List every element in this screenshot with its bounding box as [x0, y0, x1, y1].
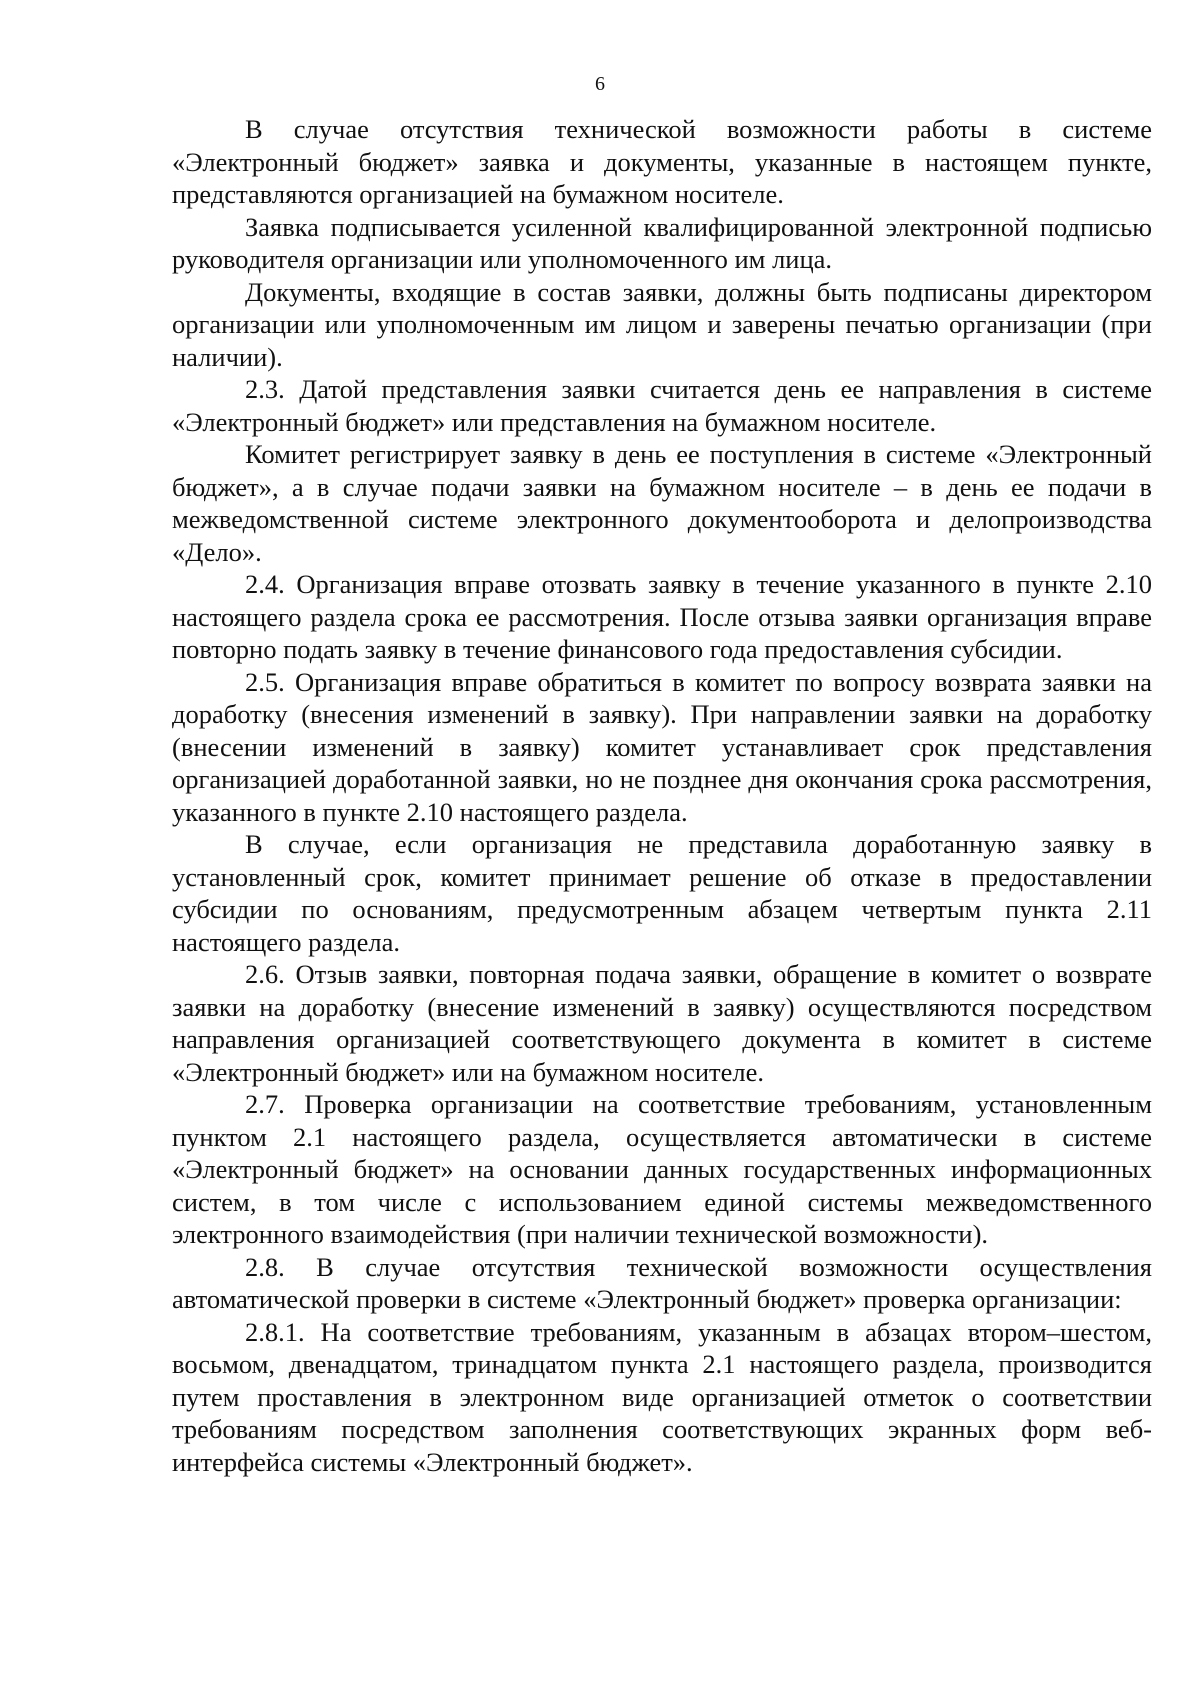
paragraph: 2.3. Датой представления заявки считается день ее направления в системе «Электронный бюджет» или представления на бумажном носителе.	[172, 374, 1152, 437]
paragraph: 2.5. Организация вправе обратиться в комитет по вопросу возврата заявки на доработку (внесения изменений в заявку). При направлении заявки на доработку (внесении изменений в заявку) комитет устанавливает срок представления организацией доработанной заявки, но не позднее дня окончания срока рассмотрения, указанного в пункте 2.10 настоящего раздела.	[172, 666, 1152, 827]
paragraph: 2.7. Проверка организации на соответствие требованиям, установленным пунктом 2.1 настоящего раздела, осуществляется автоматически в системе «Электронный бюджет» на основании данных государственных информационных систем, в том числе с использованием единой системы межведомственного электронного взаимодействия (при наличии технической возможности).	[172, 1089, 1152, 1249]
paragraph: 2.8. В случае отсутствия технической возможности осуществления автоматической проверки в системе «Электронный бюджет» проверка организации:	[172, 1251, 1152, 1314]
paragraph: 2.8.1. На соответствие требованиям, указанным в абзацах втором–шестом, восьмом, двенадцатом, тринадцатом пункта 2.1 настоящего раздела, производится путем проставления в электронном виде организацией отметок о соответствии требованиям посредством заполнения соответствующих экранных форм веб-интерфейса системы «Электронный бюджет».	[172, 1316, 1152, 1477]
page-number: 6	[595, 73, 605, 95]
paragraph: 2.4. Организация вправе отозвать заявку в течение указанного в пункте 2.10 настоящего раздела срока ее рассмотрения. После отзыва заявки организация вправе повторно подать заявку в течение финансового года предоставления субсидии.	[172, 569, 1152, 664]
paragraph: Комитет регистрирует заявку в день ее поступления в системе «Электронный бюджет», а в случае подачи заявки на бумажном носителе – в день ее подачи в межведомственной системе электронного документооборота и делопроизводства «Дело».	[172, 439, 1152, 567]
paragraph: В случае, если организация не представила доработанную заявку в установленный срок, комитет принимает решение об отказе в предоставлении субсидии по основаниям, предусмотренным абзацем четвертым пункта 2.11 настоящего раздела.	[172, 829, 1152, 957]
paragraph: 2.6. Отзыв заявки, повторная подача заявки, обращение в комитет о возврате заявки на доработку (внесение изменений в заявку) осуществляются посредством направления организацией соответствующего документа в комитет в системе «Электронный бюджет» или на бумажном носителе.	[172, 959, 1152, 1087]
paragraph: Документы, входящие в состав заявки, должны быть подписаны директором организации или уполномоченным им лицом и заверены печатью организации (при наличии).	[172, 276, 1152, 372]
paragraph: В случае отсутствия технической возможности работы в системе «Электронный бюджет» заявка и документы, указанные в настоящем пункте, представляются организацией на бумажном носителе.	[172, 114, 1152, 209]
document-body	[172, 113, 1152, 1478]
paragraph: Заявка подписывается усиленной квалифицированной электронной подписью руководителя организации или уполномоченного им лица.	[172, 211, 1152, 274]
